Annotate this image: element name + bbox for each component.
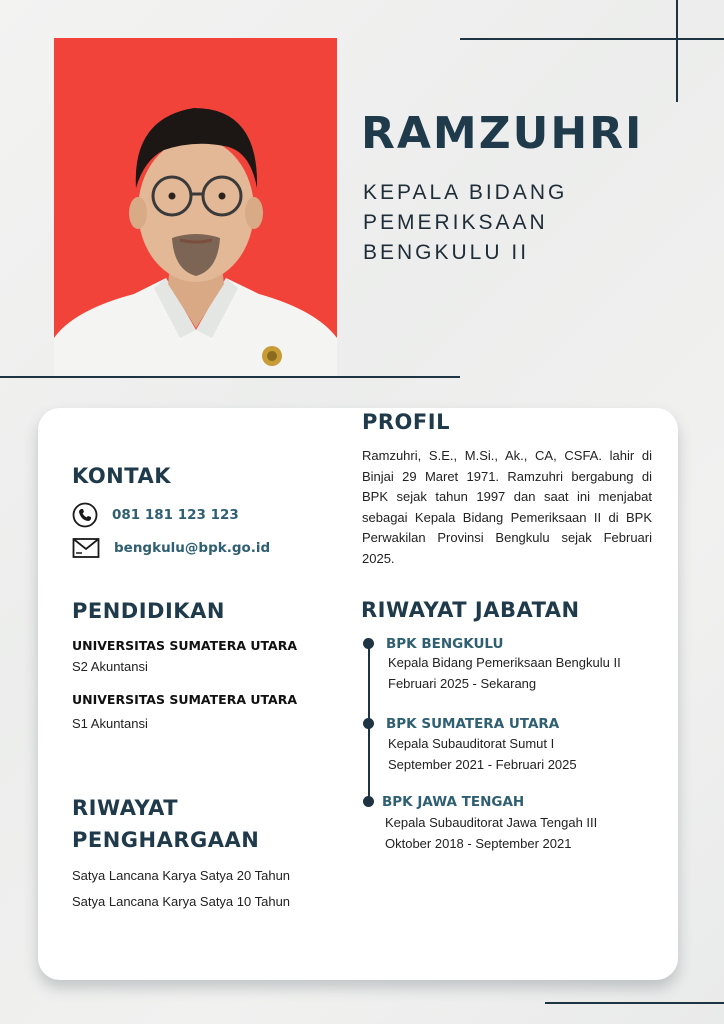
email-address[interactable]: bengkulu@bpk.go.id [114,540,271,556]
job-period-2: September 2021 - Februari 2025 [388,757,577,772]
email-row[interactable] [72,537,270,559]
person-name: RAMZUHRI [361,108,644,159]
portrait-illustration [54,38,337,376]
award-item-1: Satya Lancana Karya Satya 20 Tahun [72,868,291,883]
job-org-3: BPK JAWA TENGAH [382,794,525,810]
phone-row[interactable] [72,502,239,528]
job-period-1: Februari 2025 - Sekarang [388,676,537,691]
edu-school-1: UNIVERSITAS SUMATERA UTARA [72,638,298,653]
phone-icon [72,502,98,528]
envelope-icon [72,537,100,559]
award-item-2: Satya Lancana Karya Satya 10 Tahun [72,894,291,909]
profil-heading: PROFIL [362,410,450,434]
job-position-3: Kepala Subauditorat Jawa Tengah III [385,815,598,830]
edu-school-2: UNIVERSITAS SUMATERA UTARA [72,692,298,707]
bottom-right-line [545,1002,724,1004]
top-right-horizontal-line [460,38,724,40]
top-right-vertical-line [676,0,678,102]
profile-photo [54,38,337,376]
pendidikan-heading: PENDIDIKAN [72,599,225,623]
edu-degree-2: S1 Akuntansi [72,716,148,731]
timeline-dot-3 [363,796,374,807]
job-position-2: Kepala Subauditorat Sumut I [388,736,555,751]
penghargaan-heading-line1: RIWAYAT [72,796,179,820]
timeline-dot-1 [363,638,374,649]
job-period-3: Oktober 2018 - September 2021 [385,836,572,851]
job-position-1: Kepala Bidang Pemeriksaan Bengkulu II [388,655,621,670]
edu-degree-1: S2 Akuntansi [72,659,148,674]
timeline-dot-2 [363,718,374,729]
phone-number[interactable]: 081 181 123 123 [112,507,239,523]
penghargaan-heading-line2: PENGHARGAAN [72,828,260,852]
job-title: KEPALA BIDANG PEMERIKSAAN BENGKULU II [363,181,568,264]
kontak-heading: KONTAK [72,464,171,488]
jabatan-heading: RIWAYAT JABATAN [361,598,580,622]
photo-underline [0,376,460,378]
profil-text: Ramzuhri, S.E., M.Si., Ak., CA, CSFA. lahir di Binjai 29 Maret 1971. Ramzuhri bergabung di BPK sejak tahun 1997 dan saat ini menjabat sebagai Kepala Bidang Pemeriksaan II di BPK Perwakilan Provinsi Bengkulu sejak Februari 2025. [362,448,652,566]
job-org-2: BPK SUMATERA UTARA [386,716,560,732]
job-org-1: BPK BENGKULU [386,636,504,652]
